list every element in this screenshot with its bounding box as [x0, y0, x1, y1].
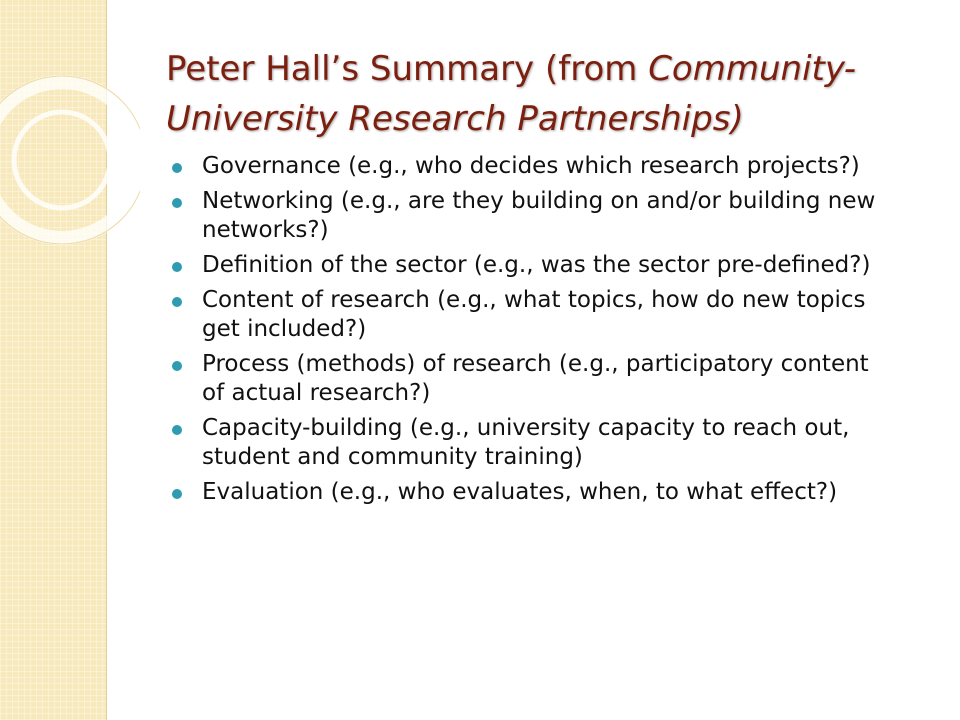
bullet-list — [168, 152, 888, 513]
bullet-item-evaluation — [168, 478, 888, 507]
bullet-text: Governance (e.g., who decides which research projects?) — [202, 153, 860, 179]
slide-title — [166, 44, 906, 144]
bullet-text: Definition of the sector (e.g., was the sector pre-defined?) — [202, 252, 871, 278]
bullet-dot-icon — [172, 297, 182, 307]
bullet-text: Evaluation (e.g., who evaluates, when, to what effect?) — [202, 479, 838, 505]
bullet-text: Capacity-building (e.g., university capacity to reach out, student and community training) — [202, 415, 850, 470]
bullet-item-governance — [168, 152, 888, 181]
bullet-item-content — [168, 286, 888, 344]
bullet-dot-icon — [172, 361, 182, 371]
bullet-dot-icon — [172, 163, 182, 173]
ring-ornament-icon — [0, 0, 140, 300]
bullet-text: Process (methods) of research (e.g., participatory content of actual research?) — [202, 351, 869, 406]
bullet-item-process — [168, 350, 888, 408]
bullet-dot-icon — [172, 425, 182, 435]
bullet-item-networking — [168, 187, 888, 245]
bullet-item-capacity — [168, 414, 888, 472]
bullet-text: Networking (e.g., are they building on and/or building new networks?) — [202, 188, 876, 243]
title-text: Peter Hall’s Summary (from — [166, 49, 649, 89]
bullet-item-definition — [168, 251, 888, 280]
bullet-dot-icon — [172, 489, 182, 499]
bullet-dot-icon — [172, 262, 182, 272]
title-italic-text: Community-University Research Partnerships) — [166, 49, 857, 139]
bullet-dot-icon — [172, 198, 182, 208]
bullet-text: Content of research (e.g., what topics, how do new topics get included?) — [202, 287, 866, 342]
